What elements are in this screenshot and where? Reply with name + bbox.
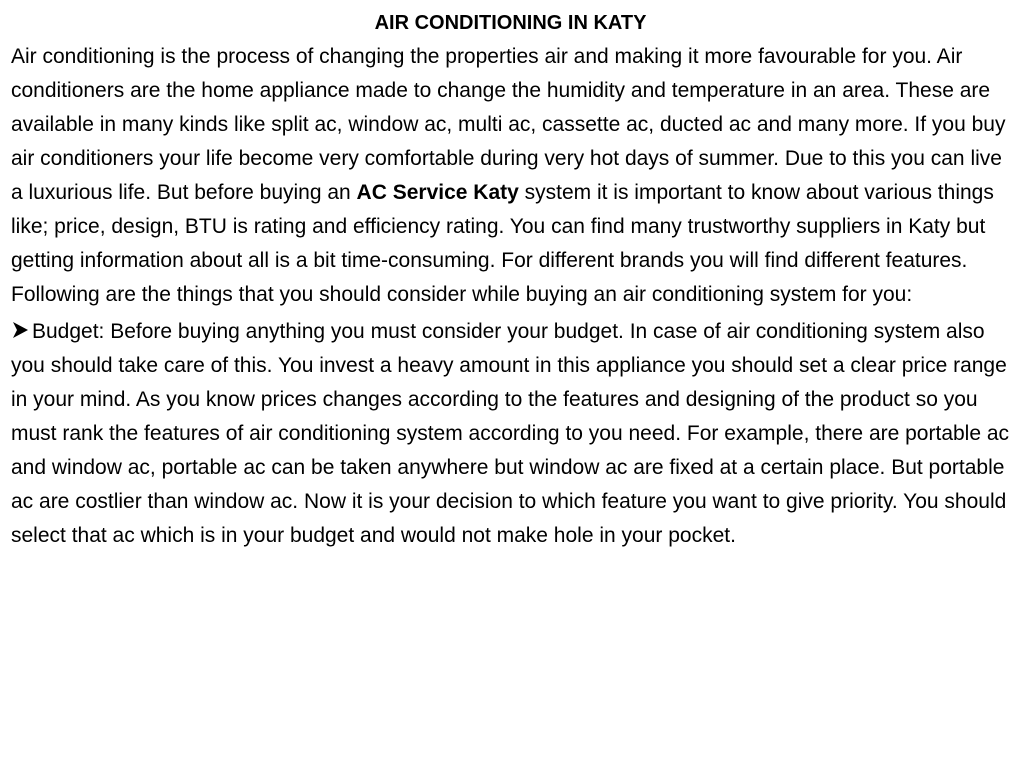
budget-bullet-text: Budget: Before buying anything you must consider your budget. In case of air conditioning system also you should take care of this. You invest a heavy amount in this appliance you should set a clear price range in your mind. As you know prices changes according to the features and designing of the product so you must rank the features of air conditioning system according to you need. For example, there are portable ac and window ac, portable ac can be taken anywhere but window ac are fixed at a certain place. But portable ac are costlier than window ac. Now it is your decision to which feature you want to give priority. You should select that ac which is in your budget and would not make hole in your pocket. (11, 320, 1010, 547)
page-title: AIR CONDITIONING IN KATY (374, 12, 647, 34)
ac-service-katy-keyword: AC Service Katy (356, 181, 519, 204)
intro-paragraph (11, 40, 1010, 312)
intro-text-start: Air conditioning is the process of changing the properties air and making it more favourable for you. Air conditioners are the home appliance made to change the humidity and temperature in an area. These are available in many kinds like split ac, window ac, multi ac, cassette ac, ducted ac and many more. If you buy air conditioners your life become very comfortable during very hot days of summer. Due to this you can live a luxurious life. But before buying an (11, 45, 1006, 204)
intro-text-end: system it is important to know about various things like; price, design, BTU is rating and efficiency rating. You can find many trustworthy suppliers in Katy but getting information about all is a bit time-consuming. For different brands you will find different features. Following are the things that you should consider while buying an air conditioning system for you: (11, 181, 994, 306)
budget-bullet-paragraph (11, 315, 1010, 553)
arrowhead-bullet-icon (11, 320, 31, 340)
